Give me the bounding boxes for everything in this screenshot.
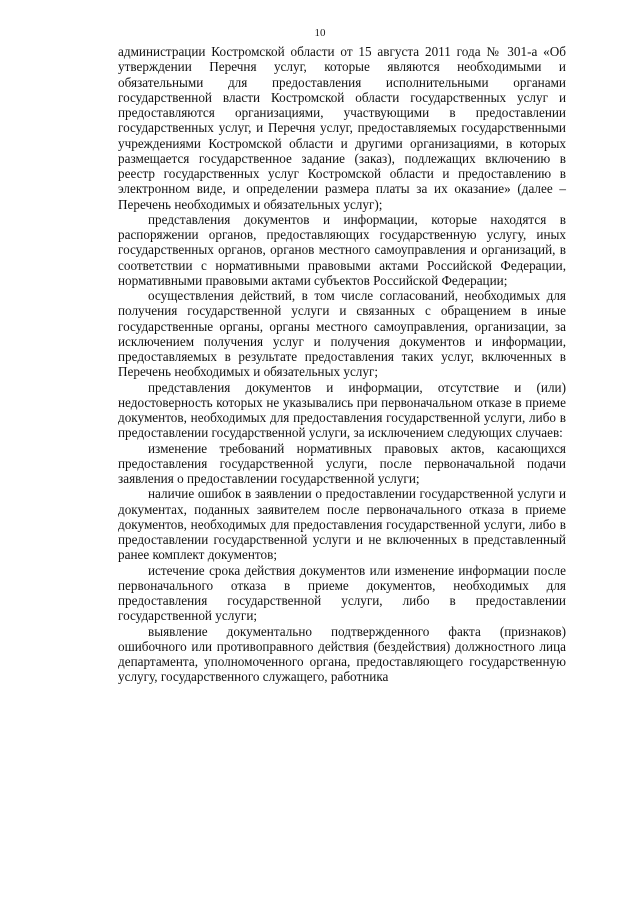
page-number: 10 [314, 27, 326, 39]
document-body [118, 44, 566, 685]
paragraph-documents-information: представления документов и информации, которые находятся в распоряжении органов, предоставляющих государственную услугу, иных государственных органов, органов местного самоуправления и организаций, в соответствии с нормативными правовыми актами Российской Федерации, нормативными правовыми актами субъектов Российской Федерации; [118, 211, 566, 288]
paragraph-continuation: администрации Костромской области от 15 августа 2011 года № 301-а «Об утверждении Перечня услуг, которые являются необходимыми и обязательными для предоставления исполнительными органами государственной власти Костромской области государственных услуг и предоставляются организациями, участвующими в предоставлении государственных услуг, и Перечня услуг, предоставляемых государственными учреждениями Костромской области и другими организациями, в которых размещается государственное задание (заказ), подлежащих включению в реестр государственных услуг Костромской области и предоставлению в электронном виде, и определении размера платы за их оказание» (далее – Перечень необходимых и обязательных услуг); [118, 44, 566, 212]
paragraph-errors-in-application: наличие ошибок в заявлении о предоставлении государственной услуги и документах, поданных заявителем после первоначального отказа в приеме документов, необходимых для предоставления государственной услуги, либо в предоставлении государственной услуги и не включенных в представленный ранее комплект документов; [118, 486, 566, 563]
paragraph-actions-approvals: осуществления действий, в том числе согласований, необходимых для получения государственной услуги и связанных с обращением в иные государственные органы, органы местного самоуправления, организации, за исключением получения услуг и получения документов и информации, предоставляемых в результате предоставления таких услуг, включенных в Перечень необходимых и обязательных услуг; [118, 288, 566, 380]
paragraph-expiry-of-documents: истечение срока действия документов или изменение информации после первоначального отказа в приеме документов, необходимых для предоставления государственной услуги, либо в предоставлении государственной услуги; [118, 562, 566, 624]
paragraph-missing-documents: представления документов и информации, отсутствие и (или) недостоверность которых не указывались при первоначальном отказе в приеме документов, необходимых для предоставления государственной услуги, либо в предоставлении государственной услуги, за исключением следующих случаев: [118, 379, 566, 441]
paragraph-requirements-change: изменение требований нормативных правовых актов, касающихся предоставления государственной услуги, после первоначальной подачи заявления о предоставлении государственной услуги; [118, 440, 566, 486]
paragraph-erroneous-action: выявление документально подтвержденного факта (признаков) ошибочного или противоправного действия (бездействия) должностного лица департамента, уполномоченного органа, предоставляющего государственную услугу, государственного служащего, работника [118, 623, 566, 685]
